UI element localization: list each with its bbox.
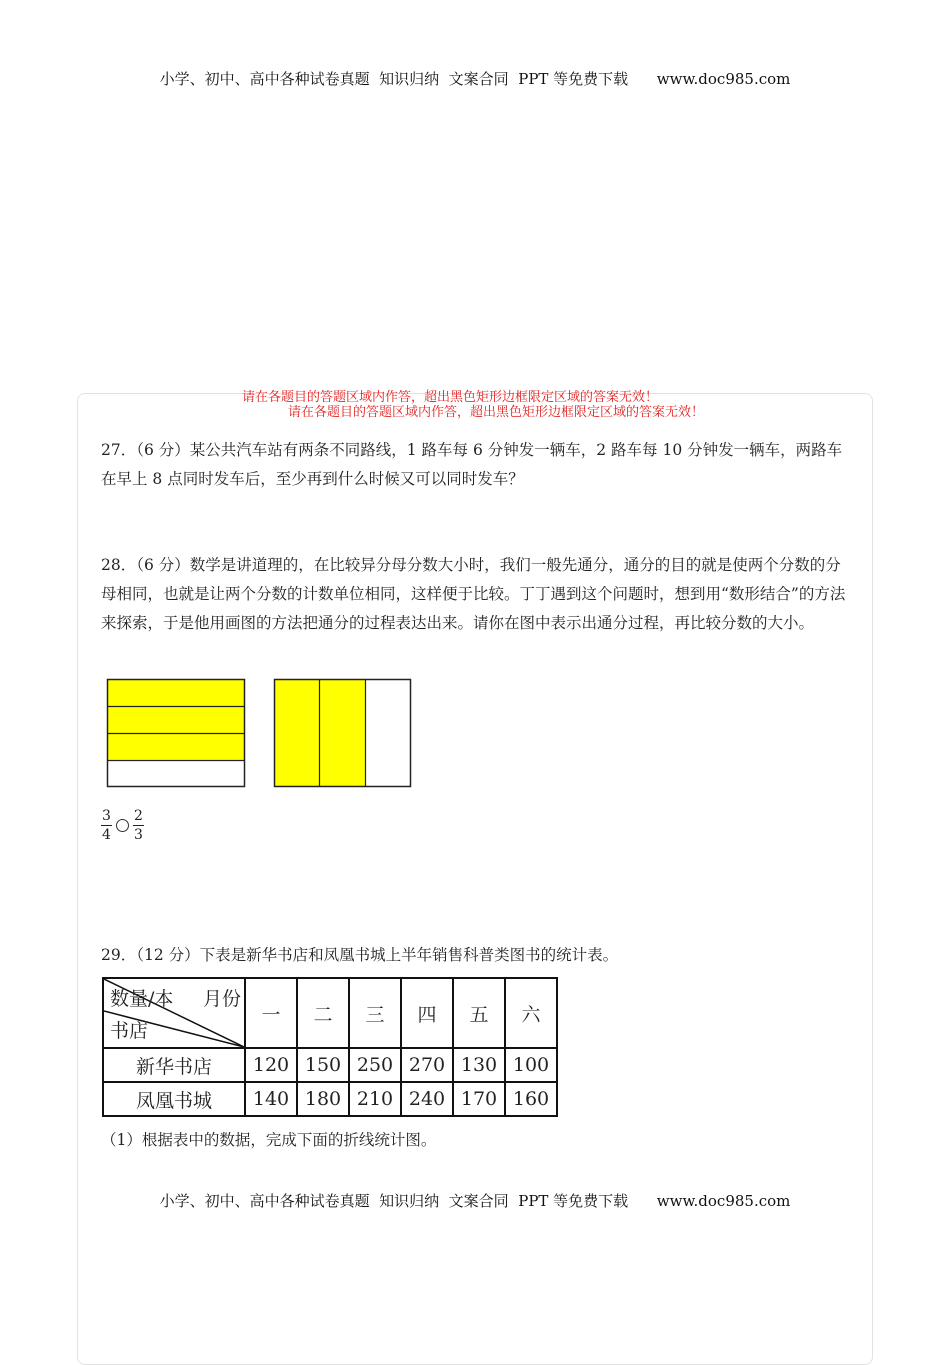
page-footer: 小学、初中、高中各种试卷真题 知识归纳 文案合同 PPT 等免费下载 www.doc985.com	[159, 1192, 791, 1210]
table-cell: 210	[349, 1082, 401, 1116]
month-header: 一	[245, 978, 297, 1048]
sales-table	[102, 977, 558, 1117]
figure-shaded-area	[108, 680, 245, 760]
answer-area-notice: 请在各题目的答题区域内作答，超出黑色矩形边框限定区域的答案无效！	[242, 390, 659, 405]
table-cell: 100	[505, 1048, 557, 1082]
table-row	[103, 1082, 557, 1116]
table-cell: 180	[297, 1082, 349, 1116]
table-cell: 150	[297, 1048, 349, 1082]
fraction-figure-two-thirds	[273, 678, 413, 789]
store-name: 新华书店	[103, 1048, 245, 1082]
page-header: 小学、初中、高中各种试卷真题 知识归纳 文案合同 PPT 等免费下载 www.doc985.com	[159, 70, 791, 88]
table-cell: 120	[245, 1048, 297, 1082]
question-27: 27．（6 分）某公共汽车站有两条不同路线，1 路车每 6 分钟发一辆车，2 路车每 10 分钟发一辆车，两路车在早上 8 点同时发车后，至少再到什么时候又可以同时发车？	[101, 441, 843, 488]
question-29: 29．（12 分）下表是新华书店和凤凰书城上半年销售科普类图书的统计表。	[101, 946, 619, 964]
table-row	[103, 1048, 557, 1082]
store-name: 凤凰书城	[103, 1082, 245, 1116]
fraction-comparison	[101, 808, 144, 843]
question-28: 28．（6 分）数学是讲道理的，在比较异分母分数大小时，我们一般先通分，通分的目的就是使两个分数的分母相同，也就是让两个分数的计数单位相同，这样便于比较。丁丁遇到这个问题时，想到用“数形结合”的方法来探索，于是他用画图的方法把通分的过程表达出来。请你在图中表示出通分过程，再比较分数的大小。	[101, 556, 846, 632]
answer-area-frame	[77, 393, 873, 1365]
month-header: 二	[297, 978, 349, 1048]
table-cell: 270	[401, 1048, 453, 1082]
table-cell: 250	[349, 1048, 401, 1082]
fraction-three-quarters: 3 4	[102, 808, 111, 843]
month-header: 三	[349, 978, 401, 1048]
table-cell: 130	[453, 1048, 505, 1082]
table-corner-header: 数量/本 月份 书店	[103, 978, 245, 1048]
fraction-two-thirds: 2 3	[134, 808, 143, 843]
month-header: 六	[505, 978, 557, 1048]
table-cell: 160	[505, 1082, 557, 1116]
question-29-part-1: （1）根据表中的数据，完成下面的折线统计图。	[101, 1131, 437, 1149]
table-cell: 140	[245, 1082, 297, 1116]
answer-area-notice: 请在各题目的答题区域内作答，超出黑色矩形边框限定区域的答案无效！	[288, 405, 705, 420]
fraction-figure-three-quarters	[106, 678, 247, 789]
month-header: 五	[453, 978, 505, 1048]
table-cell: 240	[401, 1082, 453, 1116]
comparison-blank-circle[interactable]	[116, 819, 129, 832]
month-header: 四	[401, 978, 453, 1048]
table-cell: 170	[453, 1082, 505, 1116]
